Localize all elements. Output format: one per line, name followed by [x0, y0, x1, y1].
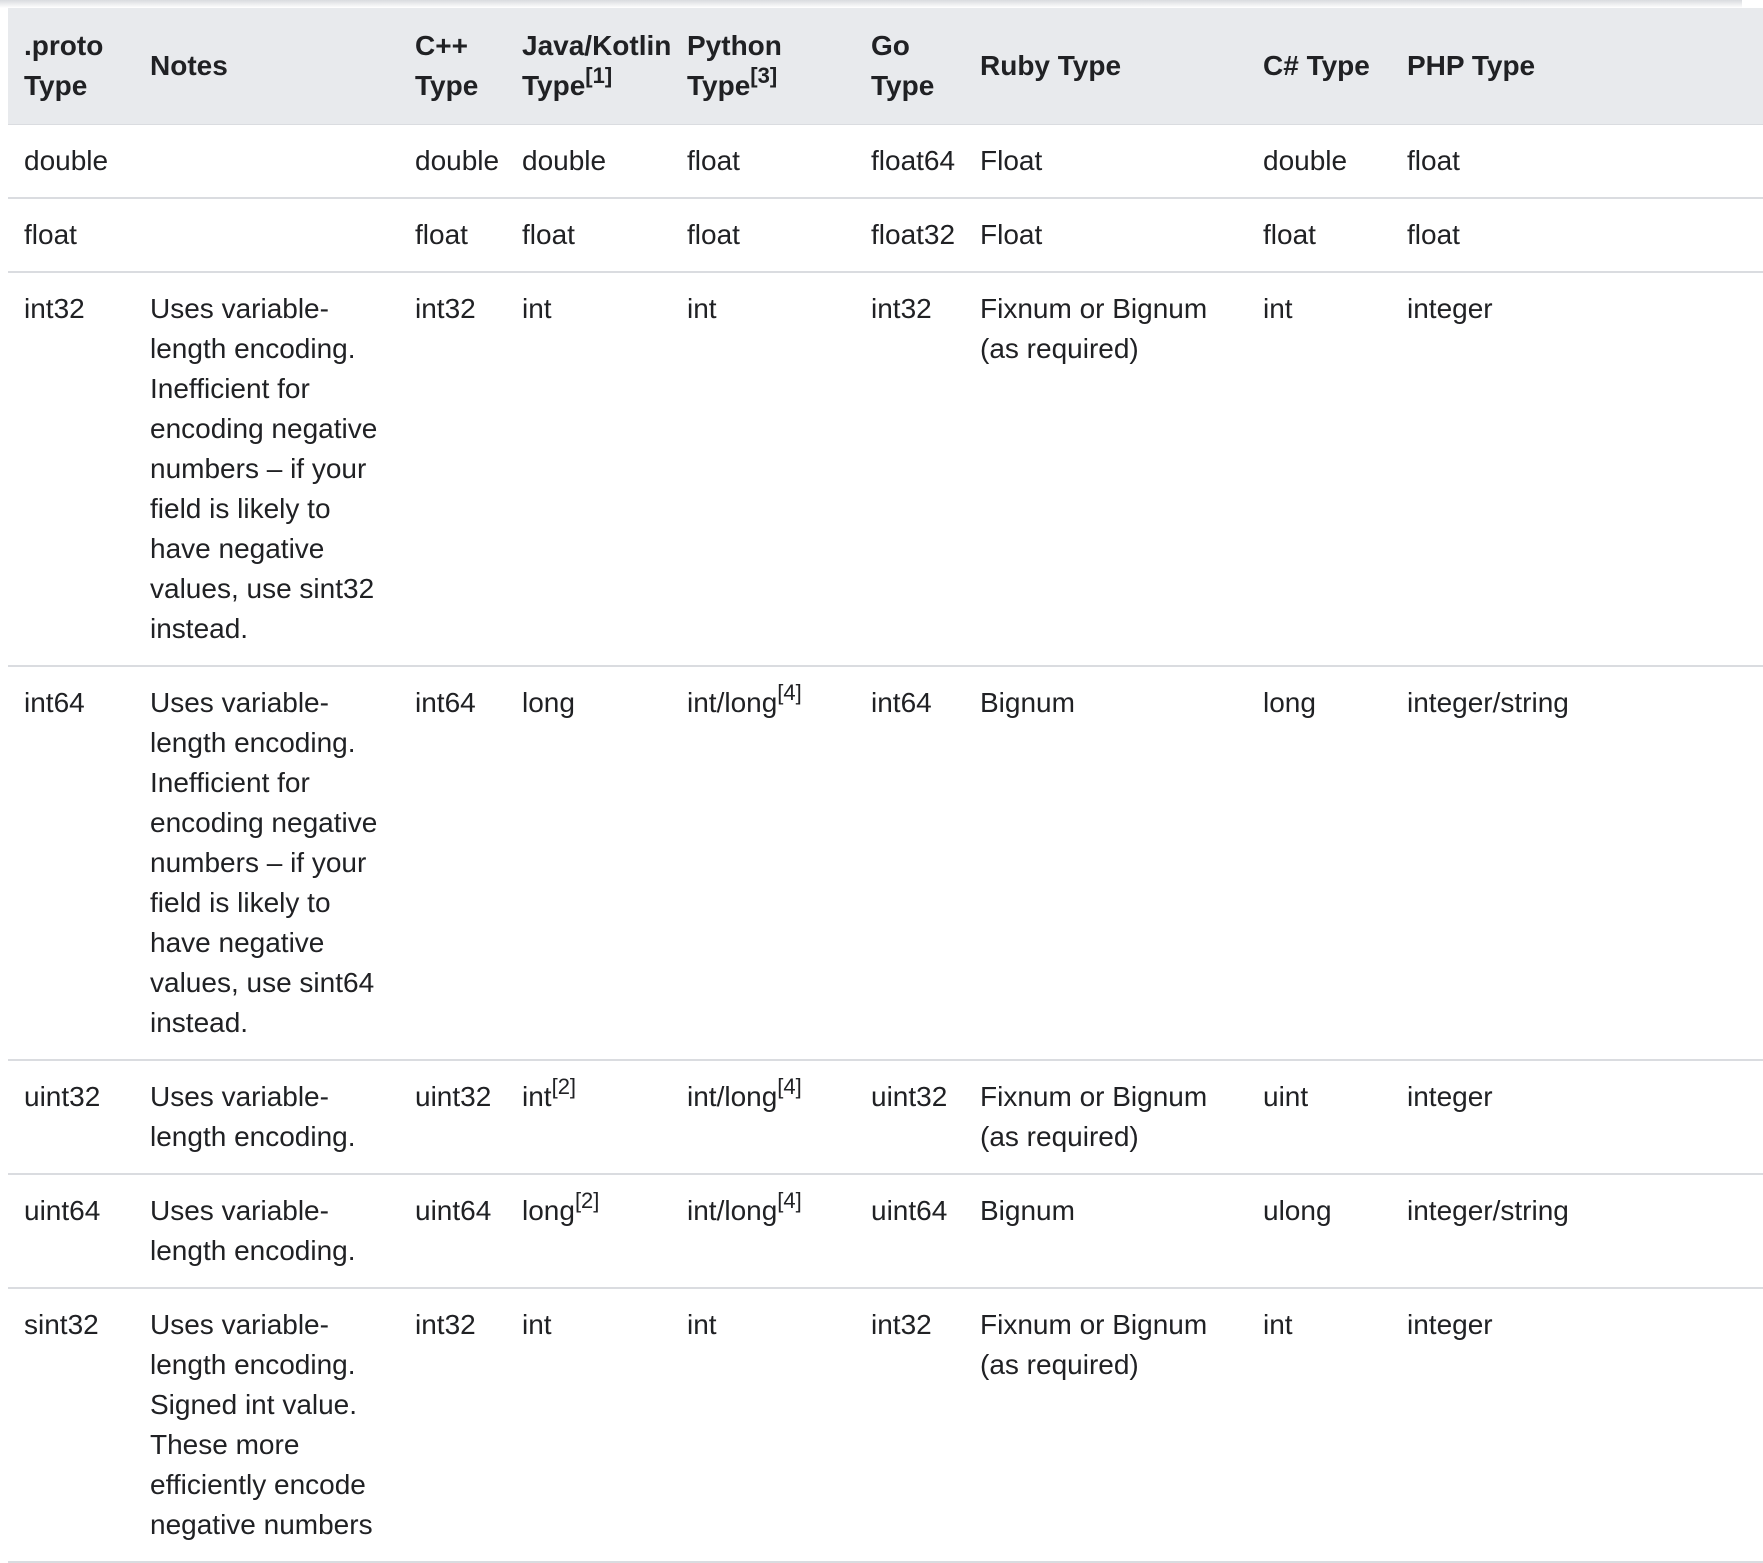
table-row	[8, 198, 1763, 272]
cell-csharp-type: ulong	[1247, 1174, 1391, 1288]
header-label: C++ Type	[415, 30, 479, 101]
cell-csharp-type: uint	[1247, 1060, 1391, 1174]
header-label: Java/Kotlin Type	[522, 30, 672, 101]
cell-java-type	[506, 1288, 671, 1562]
cell-proto-type: uint32	[8, 1060, 134, 1174]
cell-java-type	[506, 198, 671, 272]
cell-csharp-type: int	[1247, 272, 1391, 666]
cell-ruby-type: Fixnum or Bignum (as required)	[964, 272, 1247, 666]
cell-php-type: integer	[1391, 272, 1763, 666]
footnote-ref[interactable]: [4]	[777, 1188, 802, 1213]
table-row	[8, 125, 1763, 199]
table-header	[8, 8, 1763, 125]
cell-java-type	[506, 1060, 671, 1174]
cell-proto-type: float	[8, 198, 134, 272]
footnote-ref[interactable]: [4]	[777, 680, 802, 705]
cell-ruby-type: Float	[964, 125, 1247, 199]
cell-cpp-type: int32	[399, 272, 506, 666]
cell-python-type	[671, 272, 855, 666]
cell-java-type	[506, 1174, 671, 1288]
header-php-type	[1391, 8, 1763, 125]
cell-ruby-type: Bignum	[964, 666, 1247, 1060]
cell-php-type: integer	[1391, 1060, 1763, 1174]
cell-notes: Uses variable-length encoding.	[134, 1174, 399, 1288]
cell-go-type: int64	[855, 666, 964, 1060]
footnote-ref[interactable]: [4]	[777, 1074, 802, 1099]
cell-value: int	[687, 293, 717, 324]
cell-value: float	[687, 219, 740, 250]
cell-go-type: int32	[855, 1288, 964, 1562]
header-label: .proto Type	[24, 30, 104, 101]
cell-notes: Uses variable-length encoding. Inefficient for encoding negative numbers – if your field is likely to have negative values, use sint64 instead.	[134, 666, 399, 1060]
cell-value: int/long	[687, 687, 778, 718]
header-notes	[134, 8, 399, 125]
header-label: C# Type	[1263, 50, 1370, 81]
cell-csharp-type: long	[1247, 666, 1391, 1060]
table-row	[8, 1060, 1763, 1174]
cell-value: int/long	[687, 1081, 778, 1112]
footnote-ref[interactable]: [2]	[551, 1074, 577, 1099]
cell-php-type: integer	[1391, 1288, 1763, 1562]
cell-proto-type: sint32	[8, 1288, 134, 1562]
header-label: Python Type	[687, 30, 782, 101]
table-row	[8, 272, 1763, 666]
cell-cpp-type: uint64	[399, 1174, 506, 1288]
cell-value: double	[522, 145, 607, 176]
cell-notes: Uses variable-length encoding.	[134, 1060, 399, 1174]
header-csharp-type	[1247, 8, 1391, 125]
table-body	[8, 125, 1763, 1563]
footnote-ref[interactable]: [1]	[585, 63, 613, 88]
cell-csharp-type: float	[1247, 198, 1391, 272]
cell-python-type	[671, 1288, 855, 1562]
cell-value: int	[522, 1309, 552, 1340]
cell-php-type: integer/string	[1391, 666, 1763, 1060]
header-label: Go Type	[871, 30, 935, 101]
cell-python-type	[671, 1060, 855, 1174]
cell-value: long	[522, 687, 575, 718]
table-row	[8, 666, 1763, 1060]
cell-python-type	[671, 125, 855, 199]
header-ruby-type	[964, 8, 1247, 125]
header-label: PHP Type	[1407, 50, 1536, 81]
cell-value: int	[687, 1309, 717, 1340]
cell-python-type	[671, 198, 855, 272]
cell-cpp-type: int64	[399, 666, 506, 1060]
cell-cpp-type: int32	[399, 1288, 506, 1562]
scalar-types-table	[8, 8, 1763, 1563]
cell-python-type	[671, 1174, 855, 1288]
footnote-ref[interactable]: [2]	[574, 1188, 600, 1213]
cell-notes	[134, 125, 399, 199]
cell-cpp-type: double	[399, 125, 506, 199]
cell-cpp-type: float	[399, 198, 506, 272]
cell-cpp-type: uint32	[399, 1060, 506, 1174]
cell-ruby-type: Fixnum or Bignum (as required)	[964, 1288, 1247, 1562]
header-java-kotlin-type	[506, 8, 671, 125]
cell-php-type: float	[1391, 125, 1763, 199]
cell-ruby-type: Bignum	[964, 1174, 1247, 1288]
cell-proto-type: uint64	[8, 1174, 134, 1288]
cell-java-type	[506, 666, 671, 1060]
cell-value: float	[687, 145, 740, 176]
cell-python-type	[671, 666, 855, 1060]
cell-go-type: int32	[855, 272, 964, 666]
top-edge-shadow	[0, 0, 1742, 8]
cell-notes	[134, 198, 399, 272]
header-cpp-type	[399, 8, 506, 125]
cell-value: int	[522, 293, 552, 324]
header-label: Notes	[150, 50, 228, 81]
table-row	[8, 1288, 1763, 1562]
cell-go-type: uint32	[855, 1060, 964, 1174]
cell-proto-type: double	[8, 125, 134, 199]
cell-proto-type: int32	[8, 272, 134, 666]
table-row	[8, 1174, 1763, 1288]
cell-go-type: float32	[855, 198, 964, 272]
header-python-type	[671, 8, 855, 125]
cell-ruby-type: Float	[964, 198, 1247, 272]
cell-ruby-type: Fixnum or Bignum (as required)	[964, 1060, 1247, 1174]
header-label: Ruby Type	[980, 50, 1122, 81]
cell-notes: Uses variable-length encoding. Inefficient for encoding negative numbers – if your field is likely to have negative values, use sint32 instead.	[134, 272, 399, 666]
cell-value: long	[522, 1195, 575, 1226]
cell-java-type	[506, 272, 671, 666]
header-row	[8, 8, 1763, 125]
cell-php-type: integer/string	[1391, 1174, 1763, 1288]
header-proto-type	[8, 8, 134, 125]
cell-csharp-type: int	[1247, 1288, 1391, 1562]
cell-php-type: float	[1391, 198, 1763, 272]
cell-go-type: float64	[855, 125, 964, 199]
cell-notes: Uses variable-length encoding. Signed int value. These more efficiently encode negative numbers	[134, 1288, 399, 1562]
cell-java-type	[506, 125, 671, 199]
cell-proto-type: int64	[8, 666, 134, 1060]
cell-go-type: uint64	[855, 1174, 964, 1288]
header-go-type	[855, 8, 964, 125]
cell-csharp-type: double	[1247, 125, 1391, 199]
cell-value: float	[522, 219, 575, 250]
cell-value: int	[522, 1081, 552, 1112]
footnote-ref[interactable]: [3]	[750, 63, 778, 88]
cell-value: int/long	[687, 1195, 778, 1226]
